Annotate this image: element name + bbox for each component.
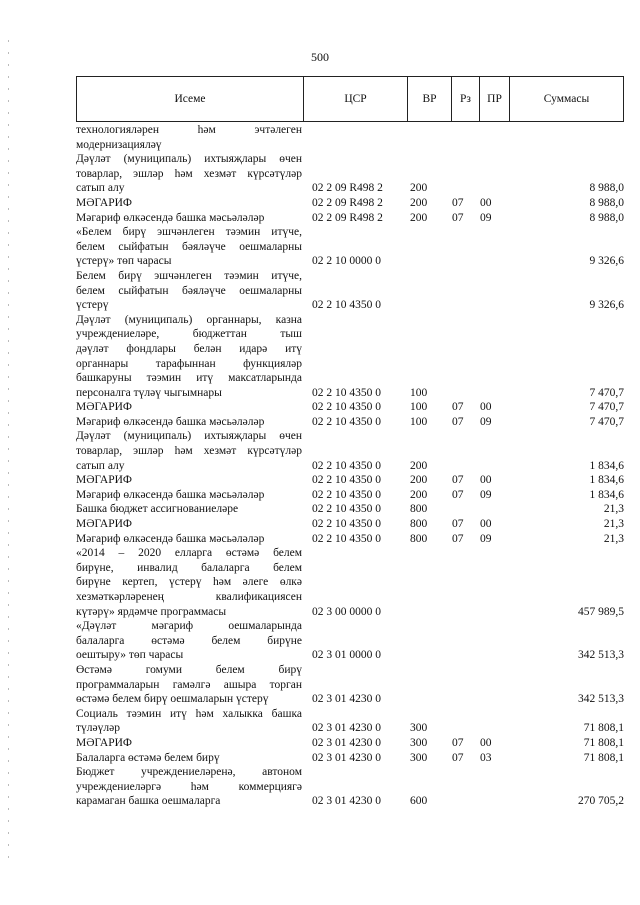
row-csr: 02 3 00 0000 0 xyxy=(312,605,381,618)
row-vr: 200 xyxy=(410,211,428,224)
row-pr: 00 xyxy=(480,518,492,531)
row-name-line: Мәгариф өлкәсендә башка мәсьәләләр xyxy=(76,211,265,224)
row-sum: 7 470,7 xyxy=(589,386,624,399)
header-pr: ПР xyxy=(479,77,509,121)
header-vr: ВР xyxy=(407,77,451,121)
row-name xyxy=(76,211,302,226)
row-name-line: МӘГАРИФ xyxy=(76,518,133,531)
row-pr: 09 xyxy=(480,532,492,545)
row-rz: 07 xyxy=(452,736,464,749)
row-name-line: модернизацияләү xyxy=(76,138,162,151)
row-rz: 07 xyxy=(452,751,464,764)
row-name xyxy=(76,517,302,532)
table-row xyxy=(76,488,624,503)
row-sum: 1 834,6 xyxy=(589,459,624,472)
row-vr: 800 xyxy=(410,518,428,531)
row-vr: 300 xyxy=(410,736,428,749)
row-sum: 71 808,1 xyxy=(583,736,624,749)
row-name xyxy=(76,707,302,736)
row-name xyxy=(76,765,302,809)
row-csr: 02 3 01 4230 0 xyxy=(312,722,381,735)
row-name-line: өстәмә белем бирү оешмаларын үстерү xyxy=(76,693,269,706)
row-name-line: белем сыйфатын бәяләүче оешмаларны xyxy=(76,240,302,253)
row-pr: 09 xyxy=(480,488,492,501)
row-name-line: МӘГАРИФ xyxy=(76,474,133,487)
row-name-line: Белем бирү эшчәнлеген тәэмин итүче, xyxy=(76,269,302,282)
row-vr: 300 xyxy=(410,751,428,764)
row-name-line: үстерү» төп чарасы xyxy=(76,255,172,268)
table-row xyxy=(76,707,624,736)
row-csr: 02 3 01 4230 0 xyxy=(312,693,381,706)
row-rz: 07 xyxy=(452,474,464,487)
row-csr: 02 2 10 4350 0 xyxy=(312,518,381,531)
row-pr: 00 xyxy=(480,474,492,487)
row-name xyxy=(76,751,302,766)
row-name-line: органнары тарафыннан функцияләр xyxy=(76,357,302,370)
table-row xyxy=(76,313,624,401)
row-name xyxy=(76,269,302,313)
row-csr: 02 2 09 R498 2 xyxy=(312,196,383,209)
row-vr: 600 xyxy=(410,795,428,808)
row-name xyxy=(76,152,302,196)
header-name: Исеме xyxy=(174,93,206,105)
table-row xyxy=(76,152,624,196)
table-row xyxy=(76,123,624,152)
row-csr: 02 3 01 4230 0 xyxy=(312,795,381,808)
row-name xyxy=(76,736,302,751)
row-name-line: «Дәүләт мәгариф оешмаларында xyxy=(76,620,302,633)
row-csr: 02 3 01 4230 0 xyxy=(312,736,381,749)
row-name-line: Өстәмә гомуми белем бирү xyxy=(76,663,302,676)
row-sum: 71 808,1 xyxy=(583,751,624,764)
row-name-line: МӘГАРИФ xyxy=(76,196,133,209)
row-name-line: башкаруны тәэмин итү максатларында xyxy=(76,372,302,385)
row-rz: 07 xyxy=(452,488,464,501)
row-sum: 1 834,6 xyxy=(589,488,624,501)
row-sum: 7 470,7 xyxy=(589,415,624,428)
row-sum: 71 808,1 xyxy=(583,722,624,735)
row-pr: 09 xyxy=(480,211,492,224)
table-row xyxy=(76,619,624,663)
row-name-line: персоналга түләү чыгымнары xyxy=(76,386,222,399)
row-csr: 02 2 10 4350 0 xyxy=(312,401,381,414)
row-name-line: дәүләт фондлары белән идарә итү xyxy=(76,342,302,355)
table-row xyxy=(76,546,624,619)
row-csr: 02 2 10 4350 0 xyxy=(312,488,381,501)
header-rz: Рз xyxy=(451,77,479,121)
row-vr: 800 xyxy=(410,532,428,545)
table-row xyxy=(76,736,624,751)
row-sum: 342 513,3 xyxy=(578,693,624,706)
row-name-line: Мәгариф өлкәсендә башка мәсьәләләр xyxy=(76,488,265,501)
row-name xyxy=(76,546,302,619)
row-csr: 02 2 09 R498 2 xyxy=(312,211,383,224)
row-vr: 100 xyxy=(410,386,428,399)
table-row xyxy=(76,765,624,809)
row-name xyxy=(76,502,302,517)
row-name xyxy=(76,663,302,707)
row-vr: 800 xyxy=(410,503,428,516)
row-sum: 342 513,3 xyxy=(578,649,624,662)
row-name-line: Мәгариф өлкәсендә башка мәсьәләләр xyxy=(76,532,265,545)
row-sum: 21,3 xyxy=(603,518,624,531)
row-name-line: Мәгариф өлкәсендә башка мәсьәләләр xyxy=(76,415,265,428)
row-name-line: Дәүләт (муниципаль) органнары, казна xyxy=(76,313,302,326)
row-csr: 02 2 10 4350 0 xyxy=(312,415,381,428)
row-name-line: белем сыйфатын бәяләүче оешмаларны xyxy=(76,284,302,297)
row-name xyxy=(76,619,302,663)
row-name-line: бирүне кертеп, үстерү һәм әлеге өлкә xyxy=(76,576,302,589)
row-csr: 02 2 10 4350 0 xyxy=(312,532,381,545)
row-name-line: товарлар, эшләр һәм хезмәт күрсәтүләр xyxy=(76,167,302,180)
table-row xyxy=(76,269,624,313)
row-name-line: «2014 – 2020 елларга өстәмә белем xyxy=(76,547,302,560)
row-name-line: Башка бюджет ассигнованиеләре xyxy=(76,503,239,516)
margin-marks xyxy=(8,40,9,860)
row-sum: 457 989,5 xyxy=(578,605,624,618)
row-name-line: бирүне, инвалид балаларга белем xyxy=(76,561,302,574)
row-name-line: оештыру» төп чарасы xyxy=(76,649,184,662)
row-rz: 07 xyxy=(452,196,464,209)
row-pr: 00 xyxy=(480,196,492,209)
row-name xyxy=(76,196,302,211)
page-number: 500 xyxy=(311,50,329,64)
row-vr: 100 xyxy=(410,401,428,414)
row-name-line: балаларга өстәмә белем бирүне xyxy=(76,634,302,647)
header-sum: Суммасы xyxy=(509,77,623,121)
table-row xyxy=(76,502,624,517)
header-csr: ЦСР xyxy=(303,77,407,121)
row-name xyxy=(76,123,302,152)
row-name-line: сатып алу xyxy=(76,182,125,195)
row-sum: 9 326,6 xyxy=(589,299,624,312)
row-name-line: Дәүләт (муниципаль) ихтыяҗлары өчен xyxy=(76,430,302,443)
row-sum: 9 326,6 xyxy=(589,255,624,268)
row-name-line: түләүләр xyxy=(76,722,120,735)
row-name-line: Социаль тәэмин итү һәм халыкка башка xyxy=(76,707,302,720)
row-name xyxy=(76,473,302,488)
row-name-line: күтәрү» ярдәмче программасы xyxy=(76,605,227,618)
table-row xyxy=(76,473,624,488)
row-name-line: технологияләрен һәм эчтәлеген xyxy=(76,124,302,136)
row-pr: 00 xyxy=(480,401,492,414)
row-csr: 02 2 10 4350 0 xyxy=(312,299,381,312)
row-vr: 300 xyxy=(410,722,428,735)
row-csr: 02 2 10 0000 0 xyxy=(312,255,381,268)
row-name xyxy=(76,313,302,401)
row-rz: 07 xyxy=(452,401,464,414)
row-name xyxy=(76,532,302,547)
row-sum: 270 705,2 xyxy=(578,795,624,808)
row-name xyxy=(76,488,302,503)
table-body xyxy=(76,123,624,809)
table-row xyxy=(76,225,624,269)
row-name-line: Балаларга өстәмә белем бирү xyxy=(76,751,220,764)
row-sum: 8 988,0 xyxy=(589,182,624,195)
row-rz: 07 xyxy=(452,518,464,531)
row-csr: 02 2 10 4350 0 xyxy=(312,474,381,487)
row-name-line: карамаган башка оешмаларга xyxy=(76,795,221,808)
row-csr: 02 3 01 4230 0 xyxy=(312,751,381,764)
row-pr: 00 xyxy=(480,736,492,749)
row-sum: 8 988,0 xyxy=(589,211,624,224)
table-row xyxy=(76,532,624,547)
row-pr: 03 xyxy=(480,751,492,764)
row-name-line: МӘГАРИФ xyxy=(76,736,133,749)
table-row xyxy=(76,429,624,473)
row-sum: 21,3 xyxy=(603,532,624,545)
row-name-line: МӘГАРИФ xyxy=(76,401,133,414)
table-row xyxy=(76,415,624,430)
row-name-line: учреждениеләргә һәм коммерциягә xyxy=(76,780,302,793)
row-vr: 200 xyxy=(410,474,428,487)
row-name xyxy=(76,415,302,430)
row-name xyxy=(76,400,302,415)
row-csr: 02 2 10 4350 0 xyxy=(312,503,381,516)
row-vr: 200 xyxy=(410,459,428,472)
row-vr: 200 xyxy=(410,488,428,501)
row-vr: 200 xyxy=(410,196,428,209)
row-sum: 21,3 xyxy=(603,503,624,516)
row-name-line: хезмәткәрләренең квалификациясен xyxy=(76,591,302,603)
row-name-line: сатып алу xyxy=(76,459,125,472)
row-name-line: үстерү xyxy=(76,299,109,312)
row-sum: 7 470,7 xyxy=(589,401,624,414)
row-pr: 09 xyxy=(480,415,492,428)
row-sum: 8 988,0 xyxy=(589,196,624,209)
row-name-line: товарлар, эшләр һәм хезмәт күрсәтүләр xyxy=(76,445,302,458)
row-name-line: учреждениеләре, бюджеттан тыш xyxy=(76,328,302,341)
row-rz: 07 xyxy=(452,415,464,428)
row-vr: 100 xyxy=(410,415,428,428)
table-row xyxy=(76,517,624,532)
row-csr: 02 3 01 0000 0 xyxy=(312,649,381,662)
row-csr: 02 2 10 4350 0 xyxy=(312,386,381,399)
row-vr: 200 xyxy=(410,182,428,195)
row-csr: 02 2 10 4350 0 xyxy=(312,459,381,472)
row-sum: 1 834,6 xyxy=(589,474,624,487)
row-rz: 07 xyxy=(452,211,464,224)
row-rz: 07 xyxy=(452,532,464,545)
table-row xyxy=(76,196,624,211)
row-csr: 02 2 09 R498 2 xyxy=(312,182,383,195)
row-name-line: программаларын гамәлгә ашыра торган xyxy=(76,678,302,691)
row-name-line: «Белем бирү эшчәнлеген тәэмин итүче, xyxy=(76,226,302,239)
table-row xyxy=(76,211,624,226)
row-name xyxy=(76,429,302,473)
table-row xyxy=(76,400,624,415)
row-name xyxy=(76,225,302,269)
row-name-line: Бюджет учреждениеләренә, автоном xyxy=(76,766,302,779)
table-row xyxy=(76,751,624,766)
table-header xyxy=(76,76,624,122)
table-row xyxy=(76,663,624,707)
row-name-line: Дәүләт (муниципаль) ихтыяҗлары өчен xyxy=(76,153,302,166)
